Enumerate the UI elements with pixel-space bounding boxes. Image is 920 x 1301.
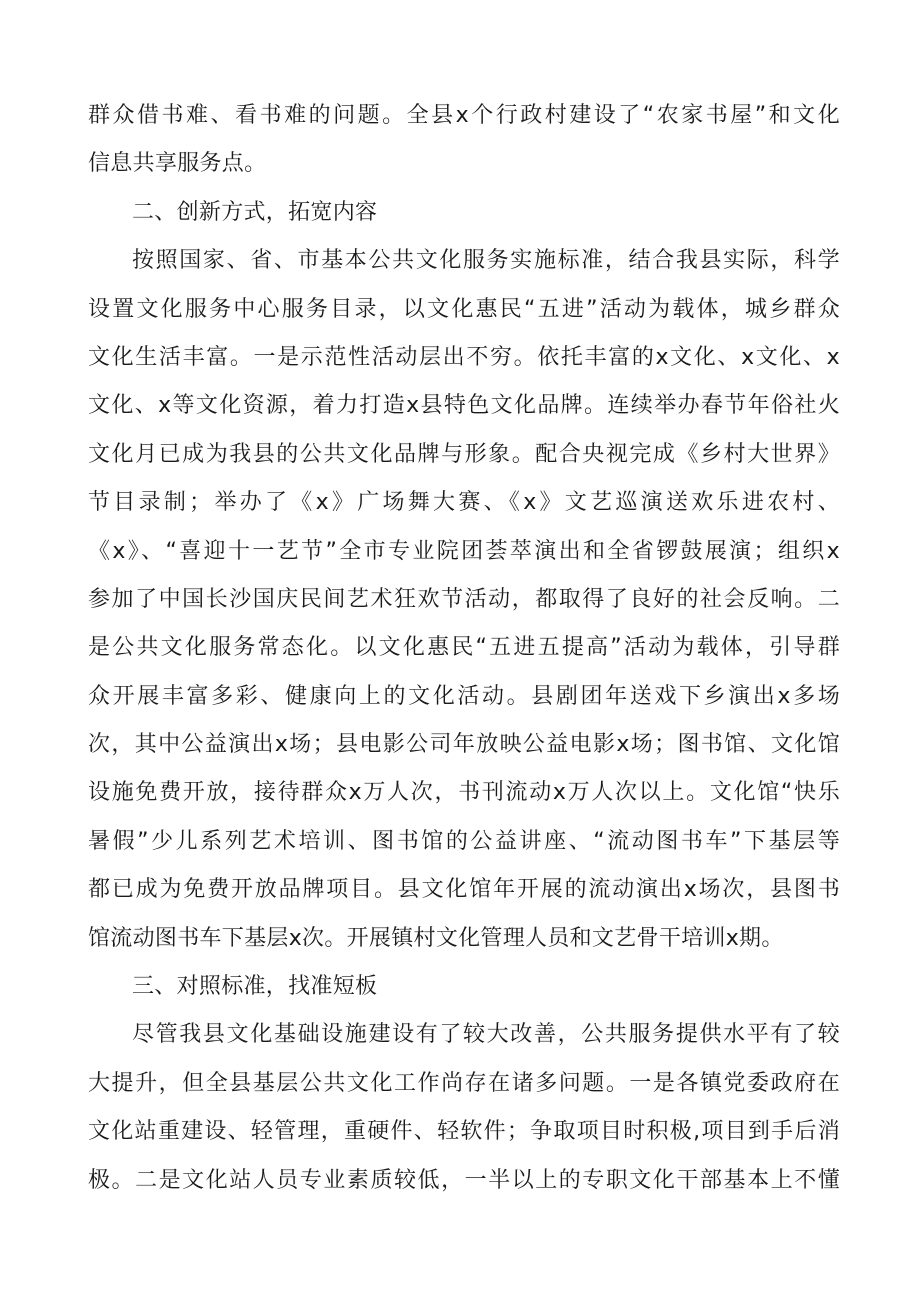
- paragraph-line: 众开展丰富多彩、健康向上的文化活动。县剧团年送戏下乡演出x多场: [88, 683, 840, 709]
- paragraph-line: 文化站重建设、轻管理，重硬件、轻软件；争取项目时积极,项目到手后消: [88, 1119, 840, 1145]
- paragraph-line: 《x》、“喜迎十一艺节”全市专业院团荟萃演出和全省锣鼓展演；组织x: [88, 538, 840, 564]
- document-body: [88, 92, 840, 1205]
- section-heading: 二、创新方式，拓宽内容: [132, 199, 378, 225]
- paragraph-line: 文化月已成为我县的公共文化品牌与形象。配合央视完成《乡村大世界》: [88, 441, 840, 467]
- paragraph-line: 文化、x等文化资源，着力打造x县特色文化品牌。连续举办春节年俗社火: [88, 393, 840, 419]
- paragraph-line: 大提升，但全县基层公共文化工作尚存在诸多问题。一是各镇党委政府在: [88, 1070, 840, 1096]
- paragraph-line: 尽管我县文化基础设施建设有了较大改善，公共服务提供水平有了较: [132, 1022, 840, 1048]
- paragraph-line: 馆流动图书车下基层x次。开展镇村文化管理人员和文艺骨干培训x期。: [88, 925, 784, 951]
- paragraph-line: 信息共享服务点。: [88, 151, 267, 177]
- paragraph-line: 次，其中公益演出x场；县电影公司年放映公益电影x场；图书馆、文化馆: [88, 732, 840, 758]
- paragraph-line: 极。二是文化站人员专业素质较低，一半以上的专职文化干部基本上不懂: [88, 1167, 840, 1193]
- paragraph-line: 暑假”少儿系列艺术培训、图书馆的公益讲座、“流动图书车”下基层等: [88, 828, 840, 854]
- paragraph-line: 按照国家、省、市基本公共文化服务实施标准，结合我县实际，科学: [132, 248, 840, 274]
- paragraph-line: 设置文化服务中心服务目录，以文化惠民“五进”活动为载体，城乡群众: [88, 296, 840, 322]
- paragraph-line: 都已成为免费开放品牌项目。县文化馆年开展的流动演出x场次，县图书: [88, 877, 840, 903]
- paragraph-line: 是公共文化服务常态化。以文化惠民“五进五提高”活动为载体，引导群: [88, 635, 840, 661]
- paragraph-line: 文化生活丰富。一是示范性活动层出不穷。依托丰富的x文化、x文化、x: [88, 344, 840, 370]
- paragraph-line: 节目录制；举办了《x》广场舞大赛、《x》文艺巡演送欢乐进农村、: [88, 490, 840, 516]
- paragraph-line: 参加了中国长沙国庆民间艺术狂欢节活动，都取得了良好的社会反响。二: [88, 586, 840, 612]
- paragraph-line: 群众借书难、看书难的问题。全县x个行政村建设了“农家书屋”和文化: [88, 103, 840, 128]
- paragraph-line: 设施免费开放，接待群众x万人次，书刊流动x万人次以上。文化馆“快乐: [88, 780, 840, 806]
- section-heading: 三、对照标准，找准短板: [132, 974, 378, 1000]
